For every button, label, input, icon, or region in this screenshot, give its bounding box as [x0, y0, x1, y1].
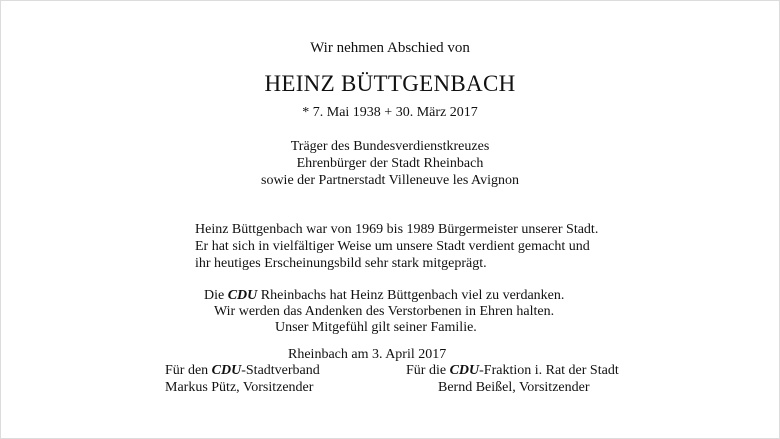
text-fragment: Die [204, 288, 228, 303]
paragraph-line: Er hat sich in vielfältiger Weise um unsere Stadt verdient gemacht und [195, 239, 590, 254]
paragraph-line: Wir werden das Andenken des Verstorbenen in Ehren halten. [214, 304, 555, 319]
signature-right-org [406, 363, 619, 379]
notice-heading: Wir nehmen Abschied von [310, 40, 470, 56]
party-name: CDU [449, 363, 480, 378]
signature-right-name: Bernd Beißel, Vorsitzender [438, 380, 590, 395]
paragraph-line: ihr heutiges Erscheinungsbild sehr stark mitgeprägt. [195, 256, 487, 271]
honor-line: sowie der Partnerstadt Villeneuve les Avignon [261, 173, 519, 188]
signature-left-name: Markus Pütz, Vorsitzender [165, 380, 314, 395]
party-name: CDU [227, 288, 258, 303]
party-name: CDU [211, 363, 242, 378]
paragraph-line [204, 288, 564, 304]
paragraph-line: Unser Mitgefühl gilt seiner Familie. [275, 320, 477, 335]
place-date: Rheinbach am 3. April 2017 [288, 347, 447, 362]
text-fragment: -Fraktion i. Rat der Stadt [479, 363, 619, 378]
paragraph-line: Heinz Büttgenbach war von 1969 bis 1989 Bürgermeister unserer Stadt. [195, 222, 599, 237]
life-dates: * 7. Mai 1938 + 30. März 2017 [302, 105, 478, 120]
text-fragment: Für den [165, 363, 212, 378]
text-fragment: Für die [406, 363, 450, 378]
text-fragment: -Stadtverband [241, 363, 320, 378]
signature-left-org [165, 363, 320, 379]
deceased-name: HEINZ BÜTTGENBACH [264, 71, 516, 96]
honor-line: Träger des Bundesverdienstkreuzes [290, 139, 490, 154]
honor-line: Ehrenbürger der Stadt Rheinbach [296, 156, 484, 171]
text-fragment: Rheinbachs hat Heinz Büttgenbach viel zu verdanken. [257, 288, 565, 303]
